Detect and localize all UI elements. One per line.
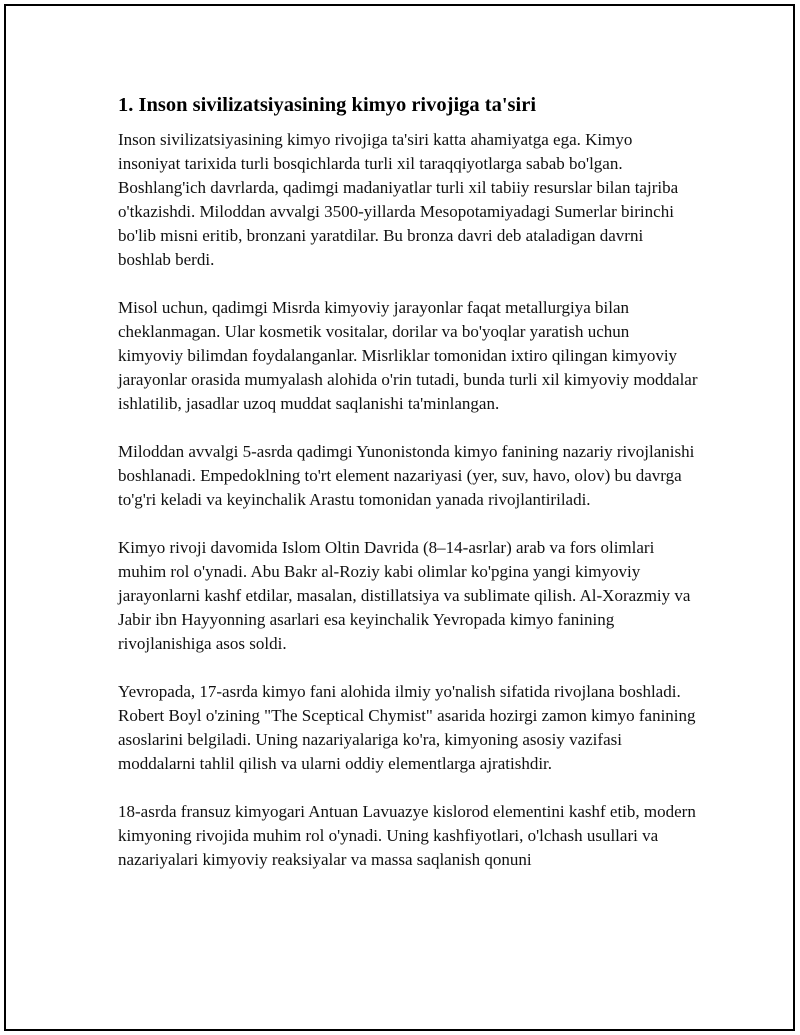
paragraph-egypt: Misol uchun, qadimgi Misrda kimyoviy jarayonlar faqat metallurgiya bilan cheklanmagan. Ular kosmetik vositalar, dorilar va bo'yoqlar yaratish uchun kimyoviy bilimdan foydalanganlar. Misrliklar tomonidan ixtiro qilingan kimyoviy jarayonlar orasida mumyalash alohida o'rin tutadi, bunda turli xil kimyoviy moddalar ishlatilib, jasadlar uzoq muddat saqlanishi ta'minlangan. bbox=[118, 298, 698, 413]
paragraph-greece: Miloddan avvalgi 5-asrda qadimgi Yunonistonda kimyo fanining nazariy rivojlanishi boshlanadi. Empedoklning to'rt element nazariyasi (yer, suv, havo, olov) bu davrga to'g'ri keladi va keyinchalik Arastu tomonidan yanada rivojlantiriladi. bbox=[118, 442, 695, 509]
paragraph-lavoisier: 18-asrda fransuz kimyogari Antuan Lavuazye kislorod elementini kashf etib, modern kimyoning rivojida muhim rol o'ynadi. Uning kashfiyotlari, o'lchash usullari va nazariyalari kimyoviy reaksiyalar va massa saqlanish qonuni bbox=[118, 802, 696, 869]
paragraph-intro: Inson sivilizatsiyasining kimyo rivojiga ta'siri katta ahamiyatga ega. Kimyo insoniyat tarixida turli bosqichlarda turli xil taraqqiyotlarga sabab bo'lgan. Boshlang'ich davrlarda, qadimgi madaniyatlar turli xil tabiiy resurslar bilan tajriba o'tkazishdi. Miloddan avvalgi 3500-yillarda Mesopotamiyadagi Sumerlar birinchi bo'lib misni eritib, bronzani yaratdilar. Bu bronza davri deb ataladigan davrni boshlab berdi. bbox=[118, 130, 679, 269]
paragraph-europe-17th-century: Yevropada, 17-asrda kimyo fani alohida ilmiy yo'nalish sifatida rivojlana boshladi. Robert Boyl o'zining "The Sceptical Chymist" asarida hozirgi zamon kimyo fanining asoslarini belgiladi. Uning nazariyalariga ko'ra, kimyoning asosiy vazifasi moddalarni tahlil qilish va ularni oddiy elementlarga ajratishdir. bbox=[118, 682, 696, 773]
paragraph-islamic-golden-age: Kimyo rivoji davomida Islom Oltin Davrida (8–14-asrlar) arab va fors olimlari muhim rol o'ynadi. Abu Bakr al-Roziy kabi olimlar ko'pgina yangi kimyoviy jarayonlarni kashf etdilar, masalan, distillatsiya va sublimate qilish. Al-Xorazmiy va Jabir ibn Hayyonning asarlari esa keyinchalik Yevropada kimyo fanining rivojlanishiga asos soldi. bbox=[118, 538, 691, 653]
section-heading: 1. Inson sivilizatsiyasining kimyo rivojiga ta'siri bbox=[118, 94, 537, 116]
document-body bbox=[118, 92, 698, 896]
